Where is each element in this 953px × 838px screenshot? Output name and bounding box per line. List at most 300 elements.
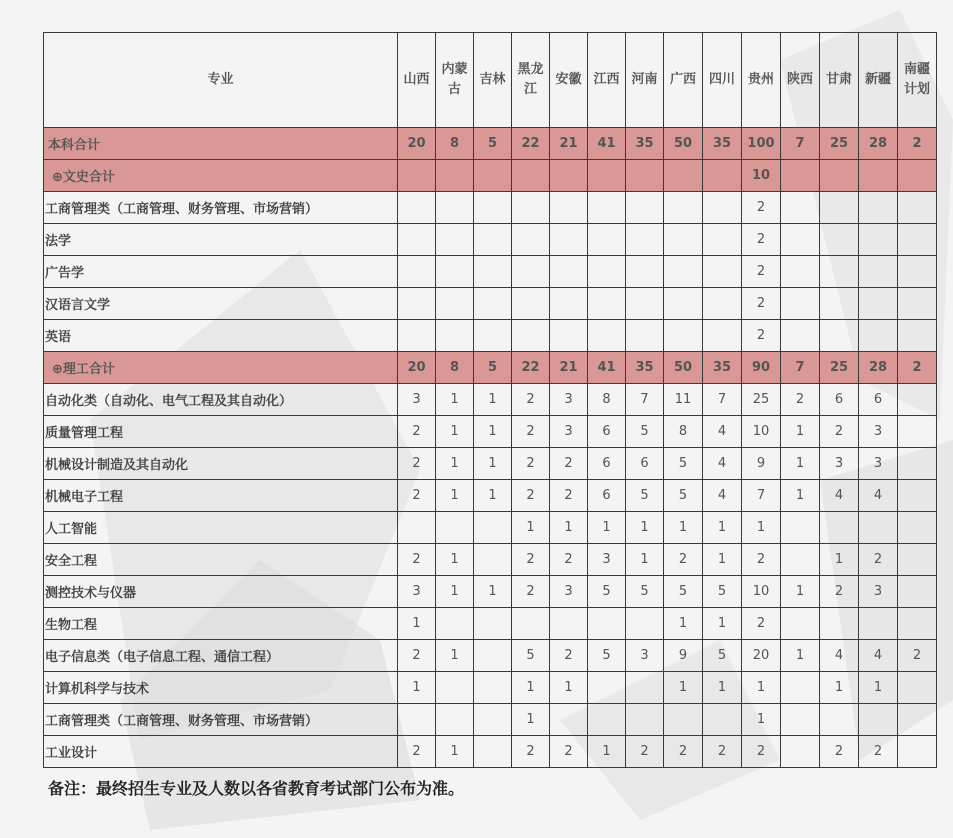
quota-cell: 1 bbox=[859, 672, 898, 704]
quota-cell: 5 bbox=[703, 576, 742, 608]
quota-cell: 1 bbox=[512, 512, 550, 544]
major-name: 生物工程 bbox=[44, 608, 398, 640]
quota-cell: 21 bbox=[550, 128, 588, 160]
quota-cell bbox=[781, 704, 820, 736]
quota-cell: 2 bbox=[820, 416, 859, 448]
quota-cell bbox=[398, 704, 436, 736]
quota-cell bbox=[781, 224, 820, 256]
quota-cell: 3 bbox=[550, 576, 588, 608]
quota-cell: 7 bbox=[781, 128, 820, 160]
quota-cell: 5 bbox=[664, 480, 703, 512]
quota-cell: 1 bbox=[436, 416, 474, 448]
quota-cell: 50 bbox=[664, 352, 703, 384]
major-name: 计算机科学与技术 bbox=[44, 672, 398, 704]
header-province: 甘肃 bbox=[820, 33, 859, 128]
quota-cell: 2 bbox=[550, 640, 588, 672]
quota-cell: 2 bbox=[742, 608, 781, 640]
quota-cell: 22 bbox=[512, 128, 550, 160]
major-name: 广告学 bbox=[44, 256, 398, 288]
quota-cell: 1 bbox=[781, 448, 820, 480]
quota-cell bbox=[898, 416, 937, 448]
quota-cell bbox=[859, 704, 898, 736]
quota-cell bbox=[626, 288, 664, 320]
header-province: 广西 bbox=[664, 33, 703, 128]
quota-cell: 3 bbox=[550, 416, 588, 448]
quota-cell bbox=[588, 672, 626, 704]
table-row bbox=[44, 416, 937, 448]
quota-cell: 5 bbox=[588, 640, 626, 672]
quota-cell: 2 bbox=[664, 736, 703, 768]
quota-cell bbox=[820, 256, 859, 288]
quota-cell bbox=[512, 608, 550, 640]
quota-cell: 6 bbox=[820, 384, 859, 416]
quota-cell: 35 bbox=[703, 128, 742, 160]
quota-cell: 28 bbox=[859, 352, 898, 384]
header-province: 南疆计划 bbox=[898, 33, 937, 128]
table-header-row bbox=[44, 33, 937, 128]
quota-cell: 50 bbox=[664, 128, 703, 160]
quota-cell: 1 bbox=[664, 672, 703, 704]
quota-cell: 11 bbox=[664, 384, 703, 416]
table-row bbox=[44, 384, 937, 416]
quota-cell bbox=[588, 224, 626, 256]
quota-cell: 7 bbox=[703, 384, 742, 416]
quota-cell: 7 bbox=[742, 480, 781, 512]
quota-cell: 2 bbox=[781, 384, 820, 416]
quota-cell: 25 bbox=[820, 128, 859, 160]
quota-cell: 3 bbox=[820, 448, 859, 480]
quota-cell bbox=[588, 192, 626, 224]
quota-cell bbox=[859, 608, 898, 640]
quota-cell bbox=[436, 320, 474, 352]
quota-cell: 10 bbox=[742, 160, 781, 192]
quota-cell bbox=[781, 544, 820, 576]
quota-cell: 2 bbox=[742, 320, 781, 352]
quota-cell bbox=[512, 192, 550, 224]
quota-cell bbox=[820, 224, 859, 256]
quota-cell: 3 bbox=[859, 448, 898, 480]
quota-cell: 2 bbox=[898, 128, 937, 160]
quota-cell: 3 bbox=[859, 576, 898, 608]
quota-cell bbox=[898, 544, 937, 576]
quota-cell: 1 bbox=[436, 544, 474, 576]
quota-cell bbox=[664, 704, 703, 736]
quota-cell: 5 bbox=[626, 576, 664, 608]
quota-cell bbox=[436, 512, 474, 544]
quota-cell: 22 bbox=[512, 352, 550, 384]
quota-cell: 1 bbox=[742, 672, 781, 704]
quota-cell: 8 bbox=[664, 416, 703, 448]
quota-cell bbox=[550, 160, 588, 192]
quota-cell bbox=[820, 160, 859, 192]
quota-cell: 35 bbox=[703, 352, 742, 384]
quota-cell bbox=[703, 160, 742, 192]
quota-cell bbox=[398, 256, 436, 288]
quota-cell bbox=[820, 608, 859, 640]
subtotal-row bbox=[44, 160, 937, 192]
quota-cell bbox=[436, 704, 474, 736]
quota-cell bbox=[398, 160, 436, 192]
quota-cell bbox=[664, 160, 703, 192]
major-name: 测控技术与仪器 bbox=[44, 576, 398, 608]
quota-cell: 1 bbox=[588, 736, 626, 768]
quota-cell: 3 bbox=[398, 384, 436, 416]
quota-cell: 2 bbox=[512, 544, 550, 576]
quota-cell bbox=[436, 256, 474, 288]
quota-cell bbox=[781, 672, 820, 704]
quota-cell bbox=[550, 256, 588, 288]
quota-cell bbox=[703, 224, 742, 256]
major-name: ⊕理工合计 bbox=[44, 352, 398, 384]
quota-cell bbox=[398, 320, 436, 352]
quota-cell: 1 bbox=[550, 512, 588, 544]
quota-cell bbox=[859, 320, 898, 352]
quota-cell bbox=[474, 512, 512, 544]
quota-cell: 6 bbox=[626, 448, 664, 480]
quota-cell: 21 bbox=[550, 352, 588, 384]
quota-cell bbox=[898, 480, 937, 512]
table-row bbox=[44, 640, 937, 672]
quota-cell bbox=[436, 672, 474, 704]
quota-cell: 2 bbox=[512, 736, 550, 768]
major-name: 电子信息类（电子信息工程、通信工程） bbox=[44, 640, 398, 672]
quota-cell: 2 bbox=[742, 224, 781, 256]
quota-cell bbox=[859, 288, 898, 320]
quota-cell bbox=[474, 608, 512, 640]
header-province: 安徽 bbox=[550, 33, 588, 128]
quota-cell: 25 bbox=[742, 384, 781, 416]
quota-cell: 3 bbox=[859, 416, 898, 448]
quota-cell: 1 bbox=[398, 672, 436, 704]
quota-cell bbox=[436, 224, 474, 256]
header-major: 专业 bbox=[44, 33, 398, 128]
quota-cell: 1 bbox=[512, 672, 550, 704]
major-name: 法学 bbox=[44, 224, 398, 256]
quota-cell: 1 bbox=[398, 608, 436, 640]
quota-cell: 1 bbox=[474, 384, 512, 416]
quota-cell bbox=[588, 160, 626, 192]
quota-cell: 8 bbox=[588, 384, 626, 416]
quota-cell: 1 bbox=[664, 512, 703, 544]
quota-cell: 28 bbox=[859, 128, 898, 160]
table-row bbox=[44, 576, 937, 608]
table-row bbox=[44, 288, 937, 320]
quota-cell: 2 bbox=[820, 736, 859, 768]
header-province: 内蒙古 bbox=[436, 33, 474, 128]
quota-cell: 8 bbox=[436, 352, 474, 384]
quota-cell bbox=[626, 320, 664, 352]
table-row bbox=[44, 256, 937, 288]
quota-cell bbox=[474, 544, 512, 576]
quota-cell bbox=[898, 672, 937, 704]
quota-cell bbox=[664, 320, 703, 352]
quota-cell bbox=[781, 256, 820, 288]
quota-cell bbox=[898, 384, 937, 416]
header-province: 山西 bbox=[398, 33, 436, 128]
table-row bbox=[44, 448, 937, 480]
quota-cell bbox=[820, 704, 859, 736]
quota-cell: 6 bbox=[588, 448, 626, 480]
quota-cell: 2 bbox=[512, 480, 550, 512]
quota-cell: 2 bbox=[742, 192, 781, 224]
major-name: 汉语言文学 bbox=[44, 288, 398, 320]
quota-cell: 2 bbox=[398, 544, 436, 576]
quota-cell: 1 bbox=[474, 416, 512, 448]
major-name: 工业设计 bbox=[44, 736, 398, 768]
quota-cell: 2 bbox=[859, 736, 898, 768]
quota-cell bbox=[820, 288, 859, 320]
quota-cell: 1 bbox=[436, 448, 474, 480]
quota-cell: 20 bbox=[398, 352, 436, 384]
quota-cell bbox=[588, 320, 626, 352]
quota-cell bbox=[898, 288, 937, 320]
quota-cell bbox=[512, 224, 550, 256]
quota-cell: 1 bbox=[742, 512, 781, 544]
table-body bbox=[44, 128, 937, 768]
quota-cell bbox=[626, 224, 664, 256]
quota-cell: 3 bbox=[626, 640, 664, 672]
quota-cell: 2 bbox=[742, 544, 781, 576]
table-row bbox=[44, 512, 937, 544]
quota-cell: 2 bbox=[550, 736, 588, 768]
table-row bbox=[44, 608, 937, 640]
quota-cell bbox=[512, 320, 550, 352]
quota-cell: 1 bbox=[703, 672, 742, 704]
quota-cell bbox=[550, 224, 588, 256]
quota-cell: 90 bbox=[742, 352, 781, 384]
quota-cell: 1 bbox=[474, 576, 512, 608]
quota-cell: 4 bbox=[820, 480, 859, 512]
quota-cell: 4 bbox=[859, 640, 898, 672]
quota-cell: 6 bbox=[588, 480, 626, 512]
quota-cell bbox=[859, 160, 898, 192]
quota-cell: 4 bbox=[859, 480, 898, 512]
quota-cell: 20 bbox=[398, 128, 436, 160]
major-name: 机械设计制造及其自动化 bbox=[44, 448, 398, 480]
quota-cell: 2 bbox=[512, 384, 550, 416]
table-row bbox=[44, 544, 937, 576]
quota-cell: 2 bbox=[398, 448, 436, 480]
quota-cell bbox=[436, 192, 474, 224]
quota-cell: 2 bbox=[898, 352, 937, 384]
header-province: 吉林 bbox=[474, 33, 512, 128]
quota-cell: 1 bbox=[436, 640, 474, 672]
table-row bbox=[44, 320, 937, 352]
quota-cell: 2 bbox=[664, 544, 703, 576]
quota-cell bbox=[550, 192, 588, 224]
quota-cell: 20 bbox=[742, 640, 781, 672]
quota-cell: 1 bbox=[781, 416, 820, 448]
quota-cell: 3 bbox=[550, 384, 588, 416]
quota-cell bbox=[898, 320, 937, 352]
header-province: 河南 bbox=[626, 33, 664, 128]
major-name: 自动化类（自动化、电气工程及其自动化） bbox=[44, 384, 398, 416]
subtotal-row bbox=[44, 352, 937, 384]
quota-cell bbox=[474, 704, 512, 736]
quota-cell bbox=[550, 320, 588, 352]
major-name: 机械电子工程 bbox=[44, 480, 398, 512]
quota-cell bbox=[820, 320, 859, 352]
quota-cell bbox=[474, 736, 512, 768]
quota-cell bbox=[703, 288, 742, 320]
quota-cell: 2 bbox=[742, 288, 781, 320]
major-name: 人工智能 bbox=[44, 512, 398, 544]
major-name: 安全工程 bbox=[44, 544, 398, 576]
quota-cell bbox=[781, 320, 820, 352]
major-name: 英语 bbox=[44, 320, 398, 352]
quota-cell: 6 bbox=[859, 384, 898, 416]
quota-cell bbox=[859, 192, 898, 224]
table-row bbox=[44, 672, 937, 704]
quota-cell bbox=[859, 224, 898, 256]
quota-cell bbox=[781, 192, 820, 224]
quota-cell bbox=[859, 256, 898, 288]
quota-cell bbox=[550, 704, 588, 736]
quota-cell: 5 bbox=[474, 128, 512, 160]
quota-cell: 1 bbox=[436, 736, 474, 768]
quota-cell bbox=[703, 704, 742, 736]
quota-cell: 5 bbox=[474, 352, 512, 384]
enrollment-plan-table bbox=[43, 32, 937, 768]
major-name: ⊕文史合计 bbox=[44, 160, 398, 192]
quota-cell bbox=[664, 192, 703, 224]
quota-cell bbox=[588, 608, 626, 640]
quota-cell bbox=[474, 672, 512, 704]
quota-cell: 4 bbox=[820, 640, 859, 672]
quota-cell: 7 bbox=[626, 384, 664, 416]
table-row bbox=[44, 192, 937, 224]
quota-cell bbox=[898, 736, 937, 768]
quota-cell: 1 bbox=[664, 608, 703, 640]
quota-cell: 41 bbox=[588, 352, 626, 384]
quota-cell bbox=[781, 512, 820, 544]
quota-cell bbox=[588, 256, 626, 288]
quota-cell: 2 bbox=[742, 736, 781, 768]
major-name: 工商管理类（工商管理、财务管理、市场营销） bbox=[44, 192, 398, 224]
quota-cell bbox=[781, 288, 820, 320]
quota-cell bbox=[781, 160, 820, 192]
quota-cell: 4 bbox=[703, 448, 742, 480]
quota-cell bbox=[474, 192, 512, 224]
quota-cell: 3 bbox=[398, 576, 436, 608]
quota-cell bbox=[436, 160, 474, 192]
header-province: 贵州 bbox=[742, 33, 781, 128]
quota-cell bbox=[626, 704, 664, 736]
quota-cell bbox=[664, 224, 703, 256]
quota-cell: 2 bbox=[512, 576, 550, 608]
major-name: 质量管理工程 bbox=[44, 416, 398, 448]
quota-cell: 8 bbox=[436, 128, 474, 160]
quota-cell: 1 bbox=[512, 704, 550, 736]
header-province: 黑龙江 bbox=[512, 33, 550, 128]
table-row bbox=[44, 736, 937, 768]
quota-cell bbox=[512, 256, 550, 288]
quota-cell: 10 bbox=[742, 416, 781, 448]
quota-cell bbox=[626, 608, 664, 640]
quota-cell: 25 bbox=[820, 352, 859, 384]
quota-cell bbox=[588, 704, 626, 736]
quota-cell bbox=[898, 512, 937, 544]
quota-cell bbox=[781, 736, 820, 768]
quota-cell bbox=[626, 160, 664, 192]
quota-cell: 5 bbox=[664, 576, 703, 608]
quota-cell: 2 bbox=[820, 576, 859, 608]
quota-cell: 1 bbox=[550, 672, 588, 704]
quota-cell: 5 bbox=[512, 640, 550, 672]
quota-cell: 2 bbox=[512, 416, 550, 448]
quota-cell: 1 bbox=[781, 480, 820, 512]
quota-cell: 1 bbox=[474, 480, 512, 512]
subtotal-row bbox=[44, 128, 937, 160]
quota-cell bbox=[781, 608, 820, 640]
quota-cell: 1 bbox=[626, 544, 664, 576]
quota-cell bbox=[474, 224, 512, 256]
quota-cell: 1 bbox=[781, 576, 820, 608]
quota-cell: 2 bbox=[703, 736, 742, 768]
quota-cell: 1 bbox=[436, 384, 474, 416]
quota-cell: 2 bbox=[550, 544, 588, 576]
quota-cell: 2 bbox=[398, 736, 436, 768]
quota-cell: 5 bbox=[664, 448, 703, 480]
quota-cell: 10 bbox=[742, 576, 781, 608]
quota-cell: 1 bbox=[742, 704, 781, 736]
quota-cell: 1 bbox=[474, 448, 512, 480]
quota-cell: 2 bbox=[398, 416, 436, 448]
quota-cell: 35 bbox=[626, 128, 664, 160]
quota-cell bbox=[703, 256, 742, 288]
quota-cell: 1 bbox=[703, 512, 742, 544]
quota-cell: 6 bbox=[588, 416, 626, 448]
quota-cell bbox=[703, 320, 742, 352]
major-name: 工商管理类（工商管理、财务管理、市场营销） bbox=[44, 704, 398, 736]
quota-cell bbox=[474, 160, 512, 192]
quota-cell bbox=[474, 288, 512, 320]
quota-cell bbox=[398, 224, 436, 256]
table-row bbox=[44, 224, 937, 256]
quota-cell bbox=[898, 704, 937, 736]
quota-cell: 1 bbox=[588, 512, 626, 544]
header-province: 江西 bbox=[588, 33, 626, 128]
quota-cell bbox=[398, 288, 436, 320]
quota-cell: 1 bbox=[703, 544, 742, 576]
quota-cell: 100 bbox=[742, 128, 781, 160]
quota-cell bbox=[512, 160, 550, 192]
quota-cell bbox=[550, 288, 588, 320]
quota-cell bbox=[898, 224, 937, 256]
quota-cell bbox=[436, 608, 474, 640]
quota-cell: 2 bbox=[859, 544, 898, 576]
quota-cell bbox=[588, 288, 626, 320]
quota-cell: 3 bbox=[588, 544, 626, 576]
quota-cell bbox=[474, 640, 512, 672]
quota-cell: 35 bbox=[626, 352, 664, 384]
quota-cell bbox=[898, 256, 937, 288]
quota-cell: 1 bbox=[436, 480, 474, 512]
quota-cell bbox=[820, 192, 859, 224]
major-name: 本科合计 bbox=[44, 128, 398, 160]
quota-cell: 2 bbox=[742, 256, 781, 288]
quota-cell: 2 bbox=[550, 448, 588, 480]
header-province: 新疆 bbox=[859, 33, 898, 128]
quota-cell bbox=[898, 576, 937, 608]
quota-cell: 1 bbox=[781, 640, 820, 672]
quota-cell bbox=[436, 288, 474, 320]
quota-cell: 5 bbox=[703, 640, 742, 672]
footnote: 备注：最终招生专业及人数以各省教育考试部门公布为准。 bbox=[48, 779, 465, 798]
quota-cell: 9 bbox=[742, 448, 781, 480]
quota-cell bbox=[664, 256, 703, 288]
quota-cell: 2 bbox=[898, 640, 937, 672]
